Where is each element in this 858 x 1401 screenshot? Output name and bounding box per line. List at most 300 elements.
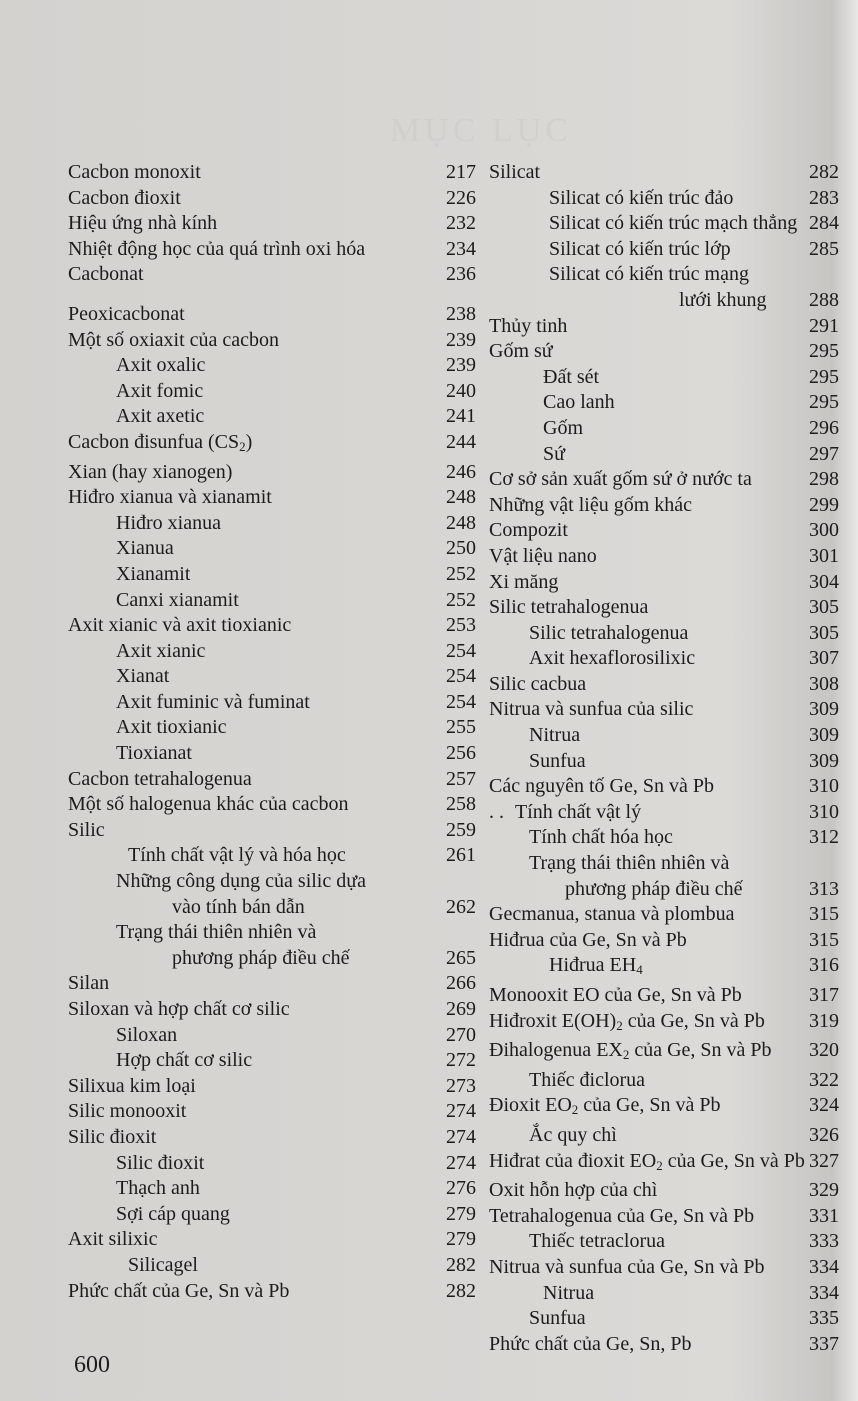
- toc-entry-title: [68, 1023, 436, 1049]
- toc-entry: [68, 767, 476, 793]
- toc-entry-title: [489, 237, 805, 263]
- toc-entry-text: Gốm: [543, 416, 583, 439]
- toc-entry-page: 301: [809, 544, 839, 567]
- toc-entry: [68, 536, 476, 562]
- toc-entry: [68, 971, 476, 997]
- toc-entry: [489, 390, 839, 416]
- toc-right-column: [489, 160, 839, 1357]
- toc-entry-text: Silic tetrahalogenua: [529, 621, 689, 644]
- toc-entry-page: 295: [809, 365, 839, 388]
- toc-entry-text: Tính chất vật lý và hóa học: [128, 844, 346, 867]
- toc-entry-page: 234: [446, 237, 476, 260]
- toc-entry-text: Sunfua: [529, 749, 586, 772]
- toc-entry-page: 312: [809, 826, 839, 849]
- toc-entry-title: [489, 467, 805, 493]
- toc-entry-title: [489, 493, 805, 519]
- toc-entry-text: Các nguyên tố Ge, Sn và Pb: [489, 775, 714, 798]
- toc-entry-text: Sứ: [543, 442, 565, 465]
- toc-entry-page: 282: [446, 1253, 476, 1276]
- toc-entry-text: Thủy tinh: [489, 314, 568, 337]
- toc-entry-text: Hiđro xianua và xianamit: [68, 486, 272, 509]
- toc-entry: [489, 1229, 839, 1255]
- toc-entry-text-tail: của Ge, Sn và Pb: [622, 1009, 765, 1032]
- toc-entry-page: 309: [809, 749, 839, 772]
- toc-entry-page: 327: [809, 1149, 839, 1172]
- toc-entry-title: [68, 404, 436, 430]
- toc-entry-title: [68, 843, 436, 869]
- toc-entry-page: 331: [809, 1204, 839, 1227]
- toc-entry-text: Tioxianat: [116, 742, 192, 765]
- bleed-through-watermark: MỤC LỤC: [390, 112, 572, 149]
- toc-entry-leader: . .: [489, 800, 509, 823]
- toc-entry-page: 315: [809, 903, 839, 926]
- toc-entry: [68, 186, 476, 212]
- toc-entry-page: 315: [809, 928, 839, 951]
- toc-entry-text: Axit axetic: [116, 405, 205, 428]
- toc-entry-page: 309: [809, 698, 839, 721]
- toc-entry-title: [68, 186, 436, 212]
- toc-entry: [68, 1227, 476, 1253]
- toc-entry-page: 270: [446, 1023, 476, 1046]
- toc-entry-text: Đất sét: [543, 365, 600, 388]
- toc-entry-text: Xian (hay xianogen): [68, 460, 233, 483]
- toc-entry: [68, 160, 476, 186]
- toc-entry-title: [68, 997, 436, 1023]
- toc-entry: [68, 460, 476, 486]
- toc-entry-title: [68, 1048, 436, 1074]
- toc-entry-title: [489, 544, 805, 570]
- toc-entry-text: Cacbon monoxit: [68, 161, 201, 183]
- toc-entry-title: [489, 928, 805, 954]
- toc-entry-title: [489, 416, 805, 442]
- toc-entry: [68, 353, 476, 379]
- toc-entry-title: [68, 715, 436, 741]
- toc-entry: [489, 1255, 839, 1281]
- toc-entry: [68, 843, 476, 869]
- toc-entry-page: 322: [809, 1068, 839, 1091]
- toc-entry: [68, 920, 476, 971]
- toc-entry-title: [489, 851, 805, 902]
- toc-entry-page: 261: [446, 844, 476, 867]
- toc-entry: [68, 818, 476, 844]
- toc-entry: [68, 715, 476, 741]
- toc-entry-text: Nitrua và sunfua của silic: [489, 698, 694, 721]
- toc-entry: [489, 160, 839, 186]
- toc-entry-text-tail: của Ge, Sn và Pb: [629, 1039, 772, 1062]
- toc-entry-page: 256: [446, 742, 476, 765]
- toc-entry: [489, 851, 839, 902]
- toc-entry: [68, 741, 476, 767]
- toc-entry-title: [489, 1332, 805, 1358]
- toc-entry-title: [489, 314, 805, 340]
- toc-entry-text: Phức chất của Ge, Sn, Pb: [489, 1332, 692, 1355]
- toc-entry-text: Gốm sứ: [489, 340, 553, 363]
- toc-entry-text: Thiếc điclorua: [529, 1068, 646, 1091]
- toc-entry-text: Axit fuminic và fuminat: [116, 690, 310, 713]
- toc-entry-page: 265: [446, 946, 476, 969]
- toc-entry: [68, 588, 476, 614]
- toc-entry-text: Silan: [68, 972, 110, 995]
- toc-entry: [489, 1281, 839, 1307]
- toc-entry: [68, 639, 476, 665]
- toc-entry-title: [68, 379, 436, 405]
- toc-entry: [68, 562, 476, 588]
- toc-entry-page: 334: [809, 1255, 839, 1278]
- toc-entry-text: Silic monooxit: [68, 1100, 187, 1123]
- toc-entry-text-continuation: phương pháp điều chế: [172, 946, 350, 969]
- toc-entry: [489, 442, 839, 468]
- toc-left-column: [68, 160, 476, 1304]
- toc-entry-page: 282: [446, 1279, 476, 1302]
- toc-entry-page: 304: [809, 570, 839, 593]
- toc-entry: [68, 211, 476, 237]
- toc-entry-page: 319: [809, 1009, 839, 1032]
- toc-entry-page: 310: [809, 800, 839, 823]
- toc-entry: [68, 1151, 476, 1177]
- toc-entry-page: 329: [809, 1179, 839, 1202]
- toc-entry-title: [489, 774, 805, 800]
- toc-entry-page: 269: [446, 998, 476, 1020]
- toc-entry-page: 282: [809, 161, 839, 183]
- toc-entry-title: [68, 460, 436, 486]
- toc-entry-title: [68, 792, 436, 818]
- toc-entry: [489, 570, 839, 596]
- toc-entry-title: [489, 646, 805, 672]
- toc-entry-page: 291: [809, 314, 839, 337]
- toc-entry-title: [68, 664, 436, 690]
- toc-entry-title: [68, 920, 436, 971]
- toc-entry-text: Nhiệt động học của quá trình oxi hóa: [68, 237, 366, 260]
- toc-entry-page: 297: [809, 442, 839, 465]
- toc-entry-page: 274: [446, 1100, 476, 1123]
- toc-entry: [489, 953, 839, 983]
- toc-entry-page: 284: [809, 212, 839, 235]
- toc-entry-text: Vật liệu nano: [489, 544, 597, 567]
- toc-entry-page: 295: [809, 340, 839, 363]
- toc-entry-text: Silic cacbua: [489, 672, 587, 695]
- toc-entry-page: 253: [446, 614, 476, 637]
- toc-entry: [68, 997, 476, 1023]
- toc-entry-page: 241: [446, 405, 476, 428]
- toc-entry-page: 320: [809, 1039, 839, 1062]
- toc-entry: [489, 1149, 839, 1179]
- toc-entry-page: 252: [446, 562, 476, 585]
- toc-entry-page: 266: [446, 972, 476, 995]
- toc-entry-title: [489, 186, 805, 212]
- toc-entry-title: [489, 518, 805, 544]
- toc-entry-page: 305: [809, 596, 839, 619]
- toc-entry-text: Những vật liệu gốm khác: [489, 493, 693, 516]
- toc-entry-text: Xianua: [116, 537, 174, 560]
- toc-entry-page: 298: [809, 468, 839, 491]
- toc-entry: [68, 792, 476, 818]
- toc-entry-title: [68, 613, 436, 639]
- toc-entry-title: [489, 1068, 805, 1094]
- toc-entry-text: Axit oxalic: [116, 354, 206, 377]
- toc-entry-title: [68, 1125, 436, 1151]
- toc-entry-title: [68, 869, 436, 920]
- toc-entry-title: [68, 353, 436, 379]
- toc-entry-text: Hiđro xianua: [116, 511, 221, 534]
- toc-entry: [489, 825, 839, 851]
- toc-entry-title: [489, 800, 805, 826]
- toc-entry-page: 239: [446, 328, 476, 351]
- toc-entry-title: [489, 339, 805, 365]
- toc-entry-text: Axit hexaflorosilixic: [529, 647, 696, 670]
- toc-entry-page: 326: [809, 1123, 839, 1146]
- toc-entry-title: [68, 690, 436, 716]
- toc-entry-text: Axit xianic: [116, 639, 206, 662]
- toc-entry-title: [68, 767, 436, 793]
- toc-entry-title: [489, 160, 805, 186]
- toc-entry: [489, 1068, 839, 1094]
- toc-entry: [68, 302, 476, 328]
- toc-entry-text: Siloxan và hợp chất cơ silic: [68, 998, 290, 1020]
- toc-entry-text: Silic tetrahalogenua: [489, 596, 649, 619]
- toc-entry-page: 252: [446, 588, 476, 611]
- toc-entry-text: Hiđrat của đioxit EO: [489, 1149, 657, 1172]
- toc-entry-page: 246: [446, 460, 476, 483]
- toc-entry: [489, 416, 839, 442]
- toc-entry: [489, 1123, 839, 1149]
- toc-entry-text: Hiđroxit E(OH): [489, 1009, 617, 1032]
- toc-entry-text: Nitrua và sunfua của Ge, Sn và Pb: [489, 1255, 765, 1278]
- toc-entry-text-continuation: lưới khung: [679, 288, 767, 311]
- toc-entry-page: 273: [446, 1074, 476, 1097]
- toc-entry-text: Silic đioxit: [116, 1151, 205, 1174]
- toc-entry: [489, 697, 839, 723]
- toc-entry-title: [489, 825, 805, 851]
- toc-entry-text-continuation: vào tính bán dẫn: [172, 895, 305, 918]
- toc-entry: [489, 1306, 839, 1332]
- toc-entry-page: 250: [446, 537, 476, 560]
- toc-entry-text-tail: ): [245, 430, 253, 453]
- toc-entry-text: Một số halogenua khác của cacbon: [68, 793, 349, 816]
- toc-entry-page: 317: [809, 984, 839, 1006]
- toc-entry-text: Cacbon đioxit: [68, 186, 181, 209]
- toc-entry-subscript: 2: [622, 1047, 630, 1063]
- toc-entry: [489, 314, 839, 340]
- toc-entry-text: Cao lanh: [543, 391, 615, 414]
- toc-entry-text: Cơ sở sản xuất gốm sứ ở nước ta: [489, 468, 752, 491]
- toc-entry: [68, 1253, 476, 1279]
- toc-entry-title: [489, 723, 805, 749]
- toc-entry: [489, 1332, 839, 1358]
- toc-entry: [68, 328, 476, 354]
- toc-entry: [489, 723, 839, 749]
- toc-entry: [489, 595, 839, 621]
- toc-entry: [68, 1023, 476, 1049]
- toc-entry-title: [489, 1178, 805, 1204]
- toc-entry-page: 217: [446, 161, 476, 183]
- toc-entry-page: 262: [446, 895, 476, 918]
- toc-entry-title: [489, 1149, 805, 1179]
- toc-entry-page: 335: [809, 1307, 839, 1330]
- toc-entry-text: Compozit: [489, 519, 568, 542]
- toc-entry-title: [489, 570, 805, 596]
- toc-entry: [68, 511, 476, 537]
- toc-entry-page: 257: [446, 767, 476, 790]
- toc-entry-text: Sunfua: [529, 1307, 586, 1330]
- toc-entry-title: [489, 262, 805, 313]
- toc-entry: [489, 672, 839, 698]
- toc-entry-title: [68, 536, 436, 562]
- toc-entry: [68, 1099, 476, 1125]
- toc-entry-title: [68, 302, 436, 328]
- toc-entry-title: [489, 621, 805, 647]
- toc-entry-page: 310: [809, 775, 839, 798]
- toc-entry-page: 285: [809, 237, 839, 260]
- toc-entry-page: 255: [446, 716, 476, 739]
- toc-entry-subscript: 2: [656, 1157, 663, 1173]
- toc-entry-title: [489, 953, 805, 983]
- toc-entry: [489, 467, 839, 493]
- toc-entry-title: [489, 595, 805, 621]
- toc-entry-text: Nitrua: [529, 724, 581, 747]
- toc-entry-title: [489, 983, 805, 1009]
- toc-entry: [68, 869, 476, 920]
- toc-entry-text: Silicat: [489, 161, 541, 183]
- toc-entry-text: Những công dụng của silic dựa: [116, 870, 366, 893]
- toc-entry-text: Axit silixic: [68, 1228, 158, 1251]
- toc-entry-text: Trạng thái thiên nhiên và: [116, 921, 317, 944]
- toc-entry-title: [489, 1306, 805, 1332]
- toc-entry-title: [68, 741, 436, 767]
- toc-entry-page: 333: [809, 1230, 839, 1253]
- toc-entry-text: Hiệu ứng nhà kính: [68, 212, 218, 235]
- toc-entry-text: Silicagel: [128, 1253, 198, 1276]
- toc-entry-text: Cacbon tetrahalogenua: [68, 767, 252, 790]
- toc-entry: [489, 262, 839, 313]
- toc-entry-title: [68, 237, 436, 263]
- toc-entry-page: 259: [446, 818, 476, 841]
- toc-entry-title: [489, 672, 805, 698]
- toc-entry-title: [489, 442, 805, 468]
- toc-entry-title: [489, 749, 805, 775]
- toc-entry: [68, 613, 476, 639]
- toc-entry-text: Silixua kim loại: [68, 1074, 196, 1097]
- toc-entry: [489, 800, 839, 826]
- toc-entry-title: [489, 1281, 805, 1307]
- toc-entry-text: Cacbon đisunfua (CS: [68, 430, 240, 453]
- toc-entry-text: Silicat có kiến trúc mạch thẳng: [549, 212, 798, 235]
- toc-entry-page: 238: [446, 302, 476, 325]
- toc-entry: [489, 1093, 839, 1123]
- toc-entry-page: 248: [446, 486, 476, 509]
- toc-entry-text: Axit fomic: [116, 379, 204, 402]
- toc-entry-page: 274: [446, 1151, 476, 1174]
- toc-entry-title: [68, 1202, 436, 1228]
- toc-entry-page: 240: [446, 379, 476, 402]
- toc-entry-subscript: 4: [636, 962, 643, 978]
- toc-entry: [489, 365, 839, 391]
- toc-entry-text: Tính chất hóa học: [529, 826, 673, 849]
- toc-entry-title: [68, 485, 436, 511]
- toc-entry-page: 324: [809, 1094, 839, 1117]
- toc-entry-title: [68, 511, 436, 537]
- toc-entry: [489, 1038, 839, 1068]
- toc-entry-text-tail: của Ge, Sn và Pb: [578, 1094, 721, 1117]
- toc-entry-title: [68, 211, 436, 237]
- toc-entry: [489, 983, 839, 1009]
- toc-entry-page: 232: [446, 212, 476, 235]
- toc-entry-title: [68, 1099, 436, 1125]
- toc-entry-page: 254: [446, 665, 476, 688]
- toc-entry: [489, 544, 839, 570]
- toc-entry: [68, 485, 476, 511]
- toc-entry-title: [68, 328, 436, 354]
- toc-entry-page: 226: [446, 186, 476, 209]
- toc-entry-text: Silicat có kiến trúc mạng: [549, 263, 749, 286]
- toc-entry-title: [68, 588, 436, 614]
- toc-entry-text: Silicat có kiến trúc lớp: [549, 237, 731, 260]
- toc-entry-page: 308: [809, 672, 839, 695]
- toc-entry-text: Đioxit EO: [489, 1094, 572, 1117]
- toc-entry-text: Cacbonat: [68, 263, 144, 286]
- toc-entry-page: 300: [809, 519, 839, 542]
- toc-entry-title: [68, 639, 436, 665]
- toc-entry-title: [68, 1279, 436, 1305]
- toc-entry-title: [489, 902, 805, 928]
- toc-entry-page: 258: [446, 793, 476, 816]
- toc-entry: [68, 690, 476, 716]
- toc-entry-text: Thạch anh: [116, 1177, 200, 1200]
- toc-entry-title: [489, 1009, 805, 1039]
- toc-entry: [489, 621, 839, 647]
- toc-entry-text: Axit xianic và axit tioxianic: [68, 614, 292, 637]
- toc-entry-text: Monooxit EO của Ge, Sn và Pb: [489, 984, 742, 1006]
- toc-entry: [68, 664, 476, 690]
- toc-entry-text: Hợp chất cơ silic: [116, 1049, 253, 1072]
- toc-entry-page: 299: [809, 493, 839, 516]
- toc-entry: [489, 749, 839, 775]
- toc-entry: [68, 404, 476, 430]
- toc-entry-page: 279: [446, 1202, 476, 1225]
- page-number: 600: [74, 1352, 110, 1378]
- toc-entry-page: 283: [809, 186, 839, 209]
- toc-entry: [489, 518, 839, 544]
- toc-entry-page: 248: [446, 511, 476, 534]
- toc-entry-text-tail: của Ge, Sn và Pb: [662, 1149, 805, 1172]
- toc-entry-text: Trạng thái thiên nhiên và: [529, 852, 730, 875]
- toc-entry-text: Tetrahalogenua của Ge, Sn và Pb: [489, 1204, 755, 1227]
- toc-entry-page: 316: [809, 954, 839, 977]
- toc-entry-page: 334: [809, 1281, 839, 1304]
- toc-entry-page: 236: [446, 263, 476, 286]
- toc-entry-page: 295: [809, 391, 839, 414]
- toc-entry: [489, 1178, 839, 1204]
- toc-entry-title: [489, 1204, 805, 1230]
- toc-entry-title: [68, 1074, 436, 1100]
- toc-entry: [489, 1204, 839, 1230]
- toc-entry-text: Hiđrua EH: [549, 954, 637, 977]
- toc-entry-text: Axit tioxianic: [116, 716, 227, 739]
- toc-entry: [489, 774, 839, 800]
- toc-entry-title: [489, 1229, 805, 1255]
- toc-entry-page: 276: [446, 1177, 476, 1200]
- toc-entry-text: Xi măng: [489, 570, 559, 593]
- toc-entry-page: 272: [446, 1049, 476, 1072]
- toc-entry-text: Tính chất vật lý: [515, 800, 642, 823]
- toc-entry-title: [68, 262, 436, 288]
- toc-entry-text: Peoxicacbonat: [68, 302, 185, 325]
- toc-entry-title: [489, 1038, 805, 1068]
- toc-entry-subscript: 2: [571, 1102, 579, 1118]
- toc-entry-text: Oxit hỗn hợp của chì: [489, 1179, 658, 1202]
- toc-entry-text: Ắc quy chì: [529, 1123, 617, 1146]
- toc-entry-title: [489, 1093, 805, 1123]
- toc-entry-text: Silicat có kiến trúc đảo: [549, 186, 734, 209]
